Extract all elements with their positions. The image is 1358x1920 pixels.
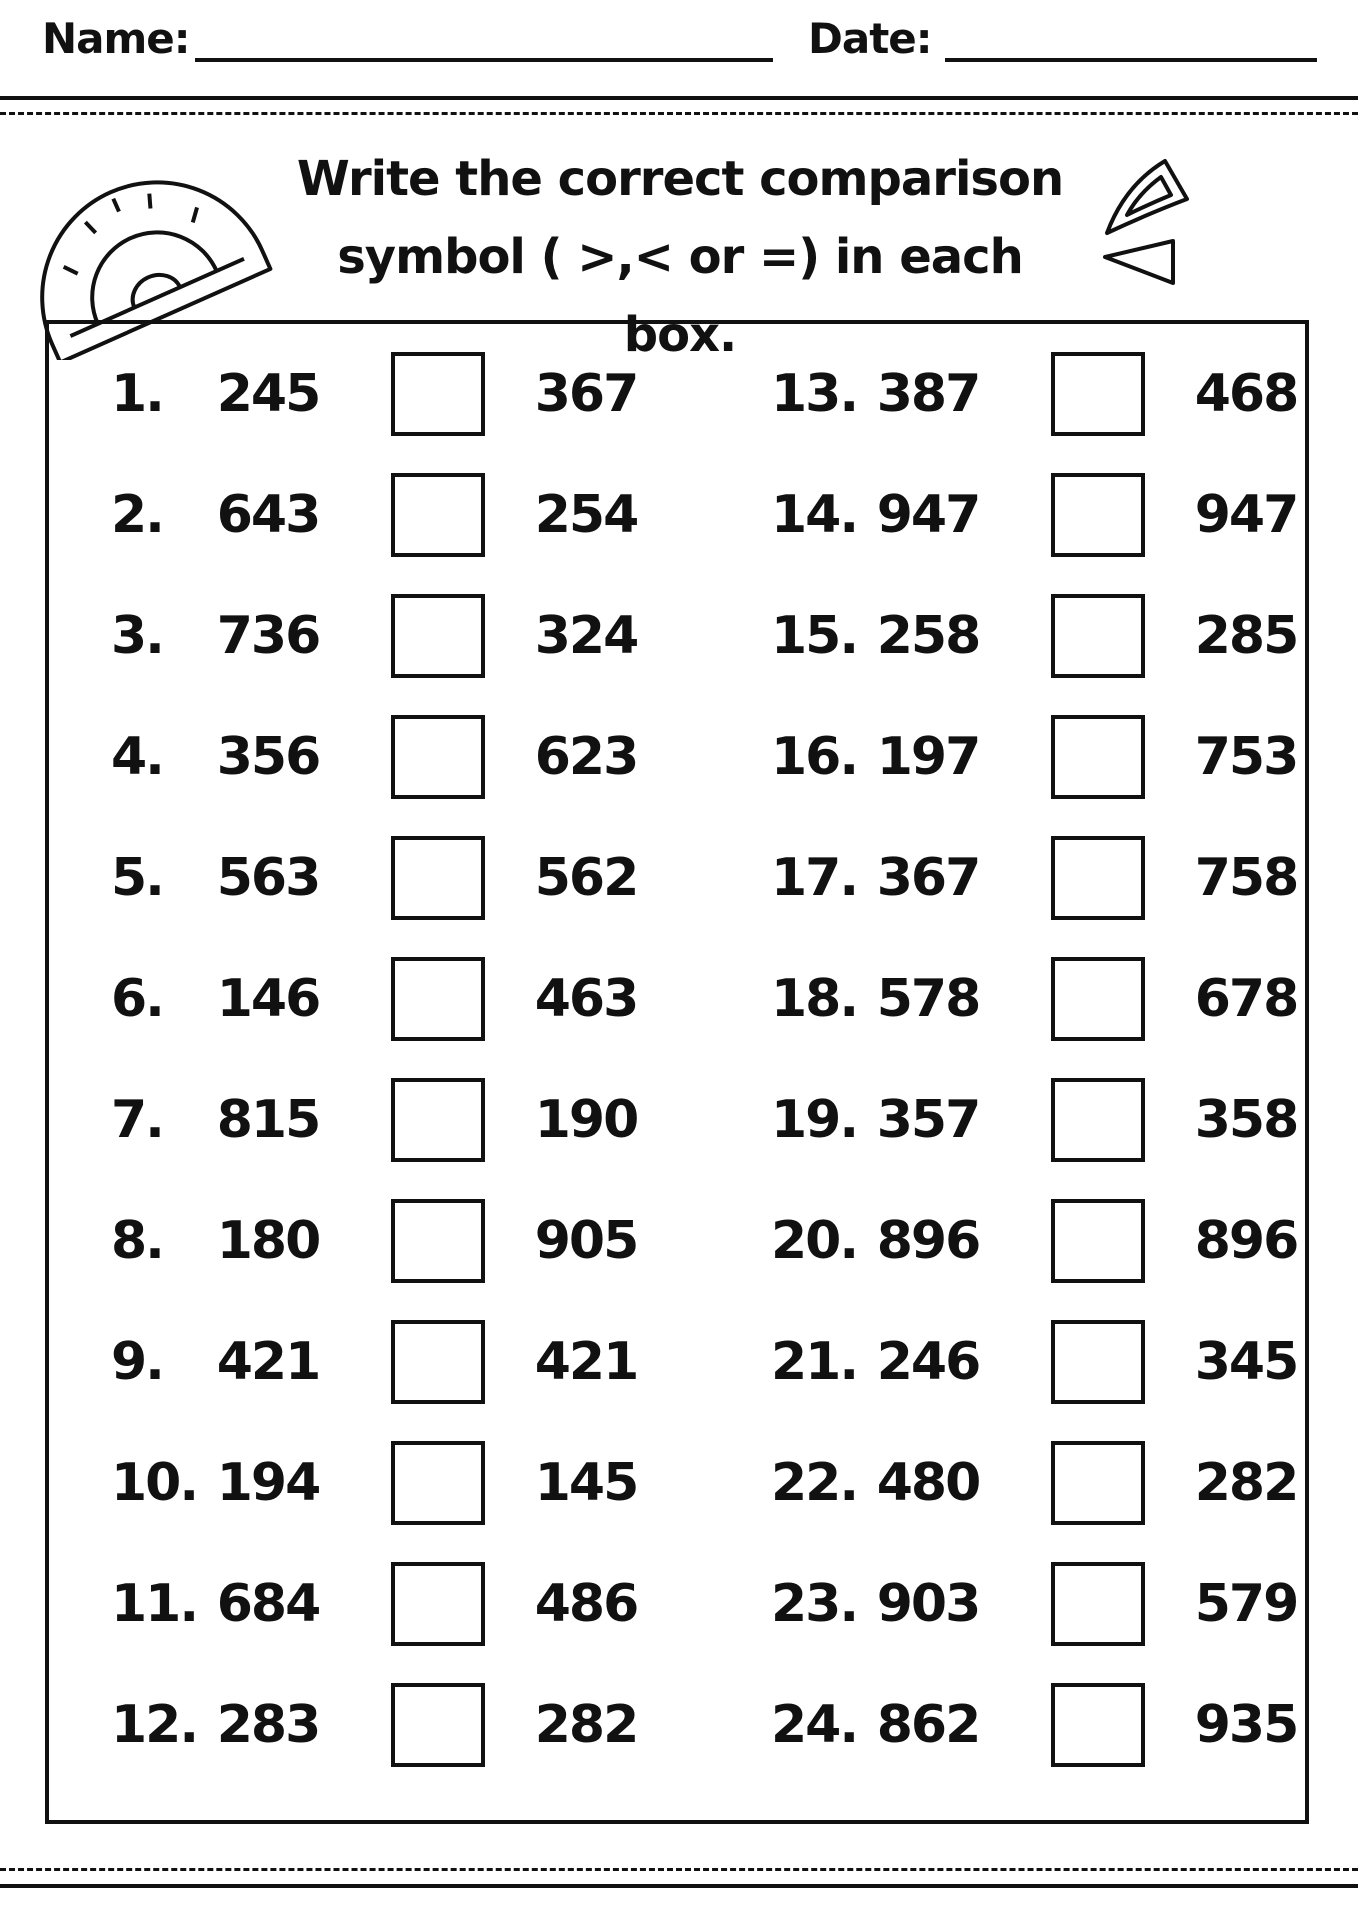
answer-box[interactable] [1051,957,1145,1041]
instructions-line-2: symbol ( >,< or =) in each box. [337,229,1023,363]
answer-box[interactable] [391,473,485,557]
footer-dashed-rule [0,1868,1358,1871]
left-number: 246 [876,1332,980,1392]
problem-number: 11. [111,1574,198,1634]
left-number: 357 [876,1090,980,1150]
left-number: 862 [876,1695,980,1755]
problem-number: 20. [771,1211,858,1271]
answer-box[interactable] [1051,352,1145,436]
answer-box[interactable] [1051,1441,1145,1525]
problem-row [771,1554,1358,1654]
problem-row [111,1070,711,1170]
left-number: 563 [216,848,320,908]
problem-row [771,1312,1358,1412]
problem-number: 18. [771,969,858,1029]
problem-row [111,828,711,928]
name-field[interactable] [195,58,773,62]
answer-box[interactable] [391,1562,485,1646]
problem-number: 3. [111,606,163,666]
problem-row [771,1191,1358,1291]
header-rule [0,96,1358,100]
set-square-icon [1095,155,1205,290]
problem-row [111,1433,711,1533]
answer-box[interactable] [1051,1320,1145,1404]
answer-box[interactable] [391,836,485,920]
problem-row [771,1433,1358,1533]
right-number: 758 [1194,848,1298,908]
left-number: 896 [876,1211,980,1271]
right-number: 935 [1194,1695,1298,1755]
answer-box[interactable] [391,352,485,436]
problem-number: 15. [771,606,858,666]
problem-row [771,828,1358,928]
problem-number: 23. [771,1574,858,1634]
problem-number: 17. [771,848,858,908]
left-number: 903 [876,1574,980,1634]
answer-box[interactable] [1051,1562,1145,1646]
left-number: 387 [876,364,980,424]
left-number: 180 [216,1211,320,1271]
right-number: 145 [534,1453,638,1513]
problem-row [771,586,1358,686]
left-number: 194 [216,1453,320,1513]
problem-number: 14. [771,485,858,545]
answer-box[interactable] [391,715,485,799]
problem-row [771,707,1358,807]
left-number: 421 [216,1332,320,1392]
right-number: 282 [534,1695,638,1755]
answer-box[interactable] [391,1441,485,1525]
problem-number: 13. [771,364,858,424]
header-dashed-rule [0,112,1358,115]
date-field[interactable] [945,58,1317,62]
problem-number: 4. [111,727,163,787]
problem-number: 12. [111,1695,198,1755]
problem-row [771,1675,1358,1775]
answer-box[interactable] [391,1320,485,1404]
right-number: 358 [1194,1090,1298,1150]
problem-row [111,1191,711,1291]
right-number: 905 [534,1211,638,1271]
answer-box[interactable] [1051,836,1145,920]
left-number: 736 [216,606,320,666]
left-number: 356 [216,727,320,787]
problem-number: 24. [771,1695,858,1755]
problem-number: 22. [771,1453,858,1513]
answer-box[interactable] [1051,1199,1145,1283]
problem-number: 5. [111,848,163,908]
problem-row [111,707,711,807]
left-number: 258 [876,606,980,666]
left-number: 367 [876,848,980,908]
answer-box[interactable] [1051,715,1145,799]
answer-box[interactable] [391,1683,485,1767]
problem-row [111,586,711,686]
problem-row [111,344,711,444]
answer-box[interactable] [1051,1078,1145,1162]
left-number: 197 [876,727,980,787]
problem-row [771,465,1358,565]
problem-number: 7. [111,1090,163,1150]
problem-number: 16. [771,727,858,787]
instructions-line-1: Write the correct comparison [296,151,1064,207]
right-number: 324 [534,606,638,666]
problem-number: 10. [111,1453,198,1513]
problem-row [111,1312,711,1412]
right-number: 623 [534,727,638,787]
problem-number: 1. [111,364,163,424]
footer-rule [0,1884,1358,1888]
right-number: 486 [534,1574,638,1634]
right-number: 345 [1194,1332,1298,1392]
problem-row [111,465,711,565]
right-number: 463 [534,969,638,1029]
problem-row [111,1675,711,1775]
right-number: 282 [1194,1453,1298,1513]
worksheet-header [0,0,1358,110]
problem-row [111,949,711,1049]
problems-frame [45,320,1309,1824]
problem-number: 8. [111,1211,163,1271]
right-number: 421 [534,1332,638,1392]
answer-box[interactable] [1051,594,1145,678]
left-number: 947 [876,485,980,545]
problem-row [111,1554,711,1654]
left-number: 480 [876,1453,980,1513]
left-number: 815 [216,1090,320,1150]
right-number: 190 [534,1090,638,1150]
left-number: 578 [876,969,980,1029]
answer-box[interactable] [391,1078,485,1162]
right-number: 579 [1194,1574,1298,1634]
problem-row [771,949,1358,1049]
right-number: 562 [534,848,638,908]
problem-number: 6. [111,969,163,1029]
right-number: 896 [1194,1211,1298,1271]
right-number: 254 [534,485,638,545]
problem-number: 21. [771,1332,858,1392]
problem-number: 19. [771,1090,858,1150]
left-number: 245 [216,364,320,424]
problem-row [771,344,1358,444]
left-number: 146 [216,969,320,1029]
right-number: 678 [1194,969,1298,1029]
left-number: 684 [216,1574,320,1634]
date-label: Date: [808,14,932,63]
problem-number: 2. [111,485,163,545]
answer-box[interactable] [1051,473,1145,557]
name-label: Name: [42,14,190,63]
answer-box[interactable] [391,594,485,678]
problem-row [771,1070,1358,1170]
right-number: 753 [1194,727,1298,787]
left-number: 643 [216,485,320,545]
right-number: 947 [1194,485,1298,545]
right-number: 367 [534,364,638,424]
problem-number: 9. [111,1332,163,1392]
left-number: 283 [216,1695,320,1755]
right-number: 468 [1194,364,1298,424]
right-number: 285 [1194,606,1298,666]
answer-box[interactable] [391,957,485,1041]
answer-box[interactable] [1051,1683,1145,1767]
answer-box[interactable] [391,1199,485,1283]
